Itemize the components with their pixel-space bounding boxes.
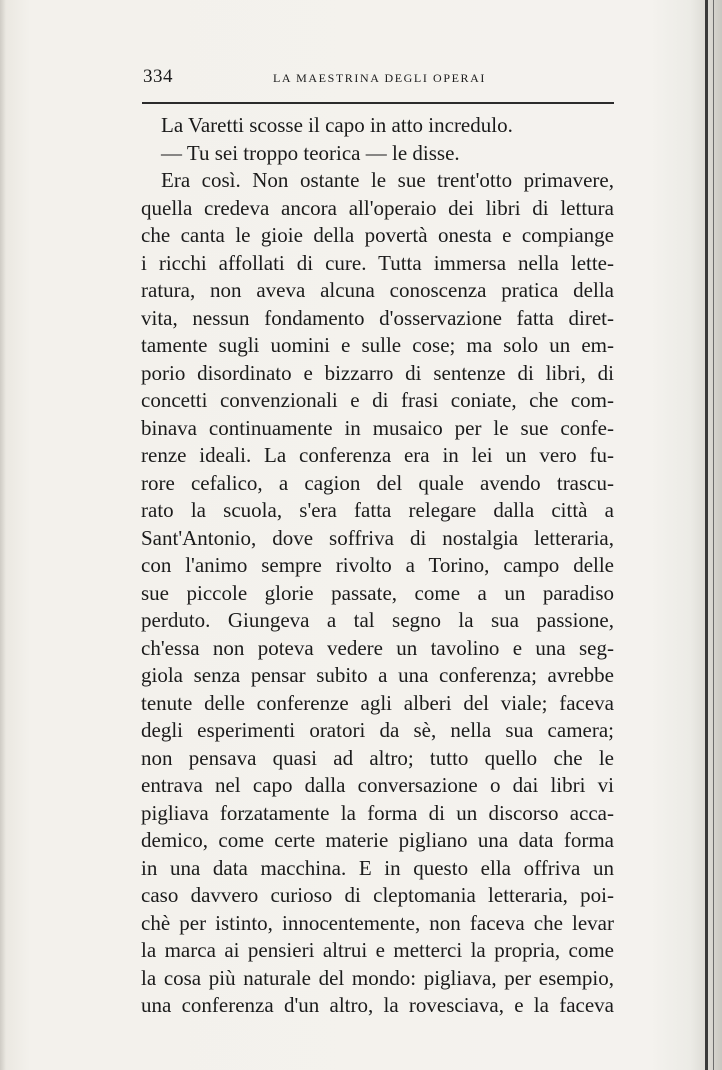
text-line: una conferenza d'un altro, la rovesciava, e la faceva <box>141 993 614 1017</box>
text-line: ch'essa non poteva vedere un tavolino e una seg- <box>141 635 614 660</box>
text-line: caso davvero curioso di cleptomania letteraria, poi- <box>141 883 614 907</box>
text-line: Sant'Antonio, dove soffriva di nostalgia letteraria, <box>141 525 614 550</box>
header-rule <box>142 102 614 104</box>
text-line: tamente sugli uomini e sulle cose; ma solo un em- <box>141 333 614 357</box>
text-line: rore cefalico, a cagion del quale avendo trascu- <box>141 470 614 495</box>
text-line: chè per istinto, innocentemente, non faceva che levar <box>141 910 614 935</box>
text-line: Era così. Non ostante le sue trent'otto primavere, <box>161 168 614 192</box>
page-number: 334 <box>143 66 173 87</box>
text-line: entrava nel capo dalla conversazione o dai libri vi <box>141 773 614 797</box>
text-line: binava continuamente in musaico per le sue confe- <box>141 415 614 440</box>
text-line: la cosa più naturale del mondo: pigliava, per esempio, <box>141 965 614 990</box>
text-line: — Tu sei troppo teorica — le disse. <box>161 140 460 165</box>
text-line: rato la scuola, s'era fatta relegare dalla città a <box>141 498 614 522</box>
page-gutter-shadow <box>0 0 6 1070</box>
text-line: renze ideali. La conferenza era in lei un vero fu- <box>141 443 614 467</box>
body-text <box>141 112 614 1020</box>
text-line: i ricchi affollati di cure. Tutta immersa nella lette- <box>141 250 614 275</box>
text-line: quella credeva ancora all'operaio dei libri di lettura <box>141 195 614 220</box>
text-line: concetti convenzionali e di frasi coniate, che com- <box>141 388 614 412</box>
text-line: non pensava quasi ad altro; tutto quello che le <box>141 745 614 770</box>
text-line: vita, nessun fondamento d'osservazione fatta diret- <box>141 305 614 330</box>
running-title: LA MAESTRINA DEGLI OPERAI <box>273 71 486 85</box>
text-line: giola senza pensar subito a una conferenza; avrebbe <box>141 663 614 687</box>
text-line: demico, come certe materie pigliano una data forma <box>141 828 614 852</box>
text-line: sue piccole glorie passate, come a un paradiso <box>141 580 614 605</box>
text-line: che canta le gioie della povertà onesta e compiange <box>141 223 614 247</box>
running-header <box>143 66 613 88</box>
text-line: la marca ai pensieri altrui e metterci la propria, come <box>141 938 614 962</box>
text-line: porio disordinato e bizzarro di sentenze di libri, di <box>141 360 614 385</box>
text-line: La Varetti scosse il capo in atto incredulo. <box>161 113 513 137</box>
text-line: con l'animo sempre rivolto a Torino, campo delle <box>141 553 614 577</box>
text-line: tenute delle conferenze agli alberi del viale; faceva <box>141 690 614 715</box>
text-line: perduto. Giungeva a tal segno la sua passione, <box>141 608 614 632</box>
page-edge-line <box>705 0 708 1070</box>
page-edge-line-thin <box>713 0 714 1070</box>
text-line: ratura, non aveva alcuna conoscenza pratica della <box>141 278 614 302</box>
text-line: degli esperimenti oratori da sè, nella sua camera; <box>141 718 614 742</box>
text-line: pigliava forzatamente la forma di un discorso acca- <box>141 800 614 825</box>
text-line: in una data macchina. E in questo ella offriva un <box>141 855 614 880</box>
